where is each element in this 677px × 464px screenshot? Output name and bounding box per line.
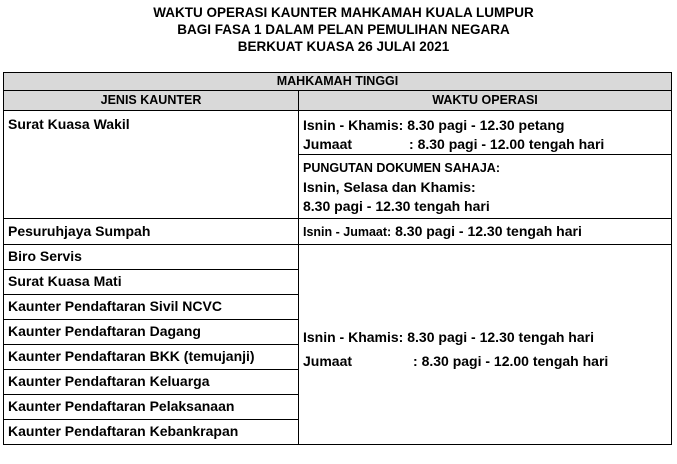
pickup-days: Isnin, Selasa dan Khamis:: [303, 179, 476, 195]
counter-name-sivil-ncvc: Kaunter Pendaftaran Sivil NCVC: [4, 295, 299, 320]
days-label: Isnin - Khamis:: [303, 117, 404, 133]
counter-name-keluarga: Kaunter Pendaftaran Keluarga: [4, 370, 299, 395]
days-label: Jumaat: [303, 136, 353, 152]
pickup-title: PUNGUTAN DOKUMEN SAHAJA:: [303, 161, 500, 175]
hours-group: [299, 245, 672, 445]
title-line-1: WAKTU OPERASI KAUNTER MAHKAMAH KUALA LUMPUR: [153, 5, 534, 20]
time-value: 8.30 pagi - 12.00 tengah hari: [417, 136, 605, 152]
document-title: [10, 0, 677, 55]
court-header: MAHKAMAH TINGGI: [4, 73, 672, 91]
counter-name-pesuruhjaya-sumpah: Pesuruhjaya Sumpah: [4, 219, 299, 245]
counter-name-pelaksanaan: Kaunter Pendaftaran Pelaksanaan: [4, 395, 299, 420]
title-line-2: BAGI FASA 1 DALAM PELAN PEMULIHAN NEGARA: [177, 22, 510, 37]
counter-name-surat-kuasa-wakil: Surat Kuasa Wakil: [4, 111, 299, 219]
hours-surat-kuasa-wakil: [299, 111, 672, 155]
hours-line-mon-thu: [303, 116, 667, 135]
counter-name-surat-kuasa-mati: Surat Kuasa Mati: [4, 270, 299, 295]
counter-name-bkk: Kaunter Pendaftaran BKK (temujanji): [4, 345, 299, 370]
hours-line-fri: [303, 135, 667, 154]
hours-column-header: WAKTU OPERASI: [299, 91, 672, 111]
hours-line-mon-thu: [303, 325, 667, 349]
counter-name-dagang: Kaunter Pendaftaran Dagang: [4, 320, 299, 345]
days-label: Isnin - Jumaat:: [303, 225, 392, 239]
pickup-surat-kuasa-wakil: [299, 155, 672, 219]
time-value: 8.30 pagi - 12.30 petang: [407, 117, 565, 133]
time-value: 8.30 pagi - 12.30 tengah hari: [407, 328, 594, 345]
time-value: 8.30 pagi - 12.30 tengah hari: [395, 223, 582, 239]
days-label: Isnin - Khamis:: [303, 328, 404, 345]
operating-hours-table: [3, 72, 672, 445]
counter-column-header: JENIS KAUNTER: [4, 91, 299, 111]
counter-name-biro-servis: Biro Servis: [4, 245, 299, 270]
time-value: 8.30 pagi - 12.00 tengah hari: [421, 352, 609, 369]
separator: :: [409, 136, 414, 152]
counter-name-kebankrapan: Kaunter Pendaftaran Kebankrapan: [4, 420, 299, 445]
days-label: Jumaat: [303, 352, 353, 369]
hours-pesuruhjaya-sumpah: [299, 219, 672, 245]
pickup-time: 8.30 pagi - 12.30 tengah hari: [303, 198, 490, 214]
title-line-3: BERKUAT KUASA 26 JULAI 2021: [237, 39, 450, 54]
separator: :: [413, 352, 418, 369]
hours-line-fri: [303, 349, 667, 373]
